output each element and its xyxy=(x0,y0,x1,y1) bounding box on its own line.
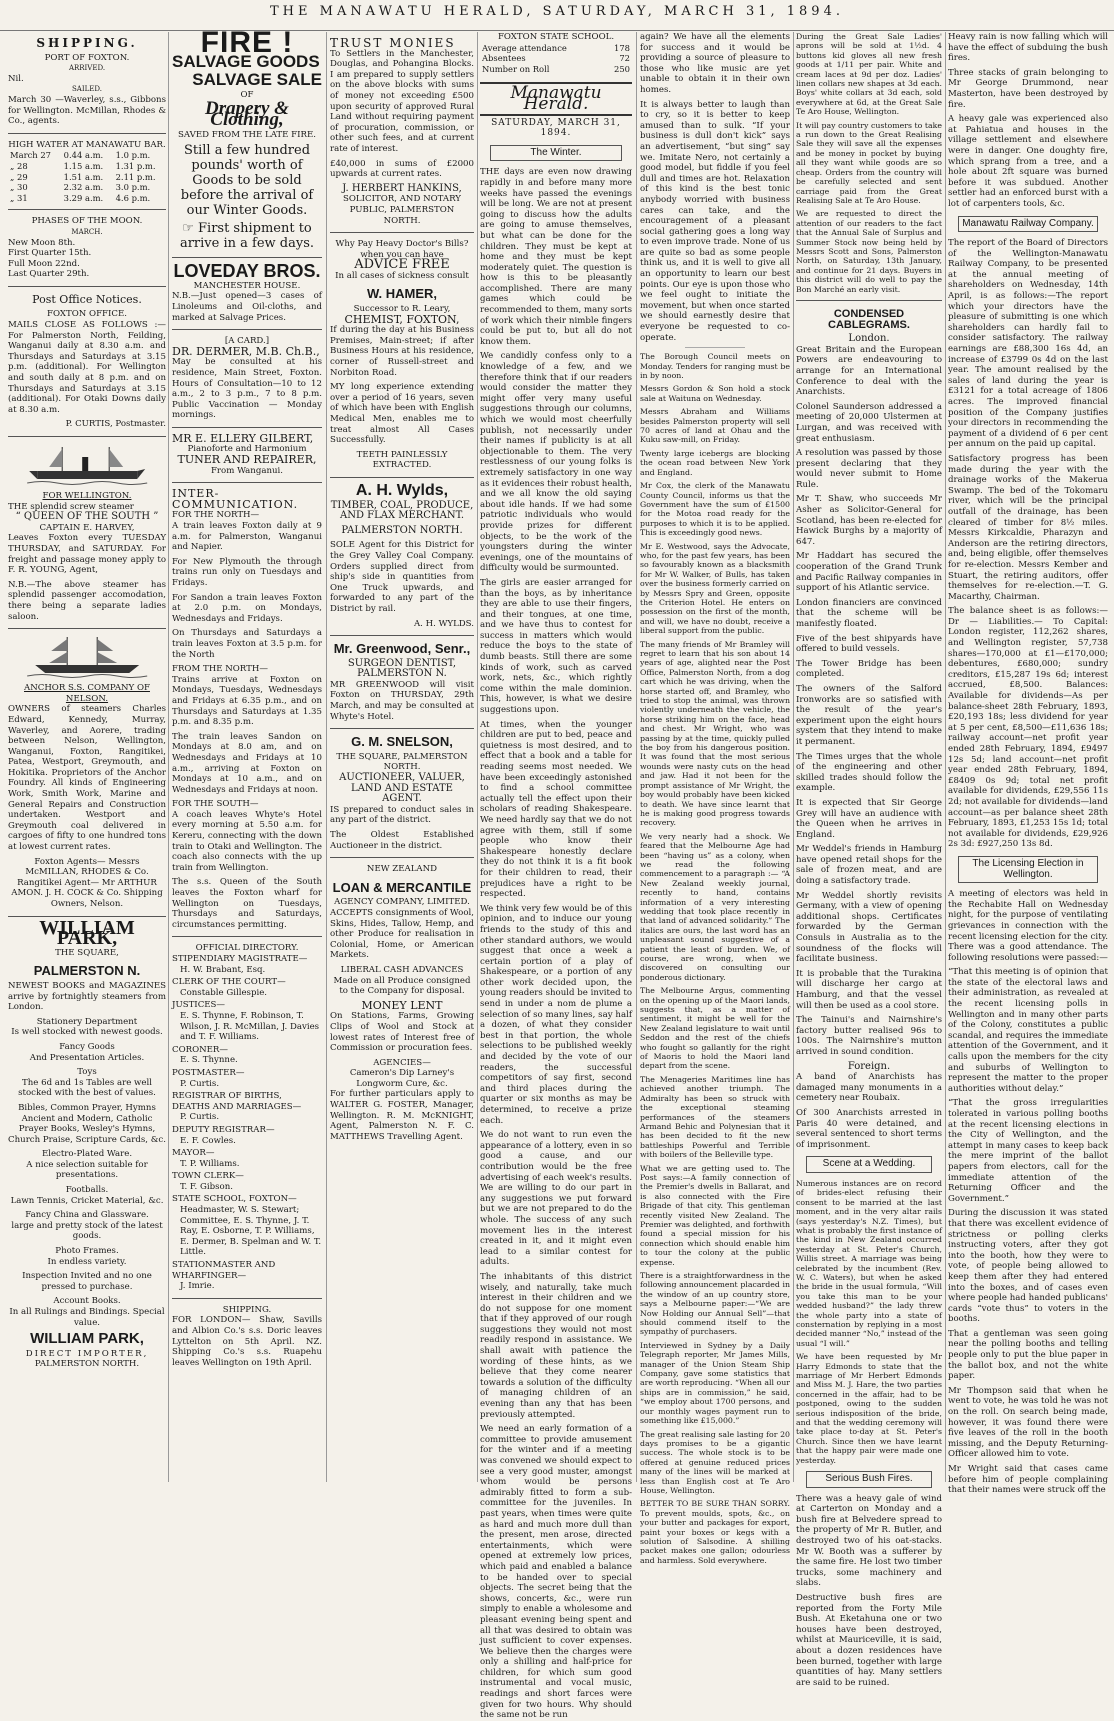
bush-fires-heading: Serious Bush Fires. xyxy=(806,1471,932,1488)
london-heading: London. xyxy=(848,333,890,345)
article-paragraph: The girls are easier arranged for than the boys, as by inheritance they are able to use their fingers, and their tongues, at one time, and we have thus to contest for success in matters which would reduce the boys to the state of dumb beasts. Still there are some kinds of work, such as carved work, nets, &c., which rightly come within the male dominion. This, however, is what we desire suggestions upon. xyxy=(480,577,632,716)
official-name: T. F. Gibson. xyxy=(180,1181,233,1192)
liberal-text: Made on all Produce consigned to the Company for disposal. xyxy=(333,975,471,997)
wylds-heading: A. H. Wylds, xyxy=(355,481,449,499)
steamer-text: Leaves Foxton every TUESDAY THURSDAY, and SATURDAY. For freight and passage money apply to F. R. YOUNG, Agent, xyxy=(8,533,166,576)
column-rule xyxy=(945,32,946,1482)
local-news xyxy=(640,352,790,1565)
column-rule xyxy=(793,32,794,1482)
gilbert-title: TUNER AND REPAIRER, xyxy=(177,453,317,467)
trust-heading: TRUST MONIES xyxy=(330,36,456,50)
cable-item: Of 300 Anarchists arrested in Paris 40 were detained, and several sentenced to short terms of imprisonment. xyxy=(796,1107,942,1150)
fire-heading: FIRE ! xyxy=(200,26,294,59)
news-item: Messrs Gordon & Son hold a stock sale at Waituna on Wednesday. xyxy=(640,384,790,403)
moon-phase: New Moon 8th. xyxy=(8,237,76,248)
wylds-sig: A. H. WYLDS. xyxy=(413,618,474,629)
intercom-item: Trains arrive at Foxton on Mondays, Tuesdays, Wednesdays and Fridays at 6.35 p.m., and on Thursdays and Saturdays at 1.35 p.m. and 8.35 p.m. xyxy=(172,674,322,728)
london-news xyxy=(796,345,942,1058)
tide-row xyxy=(8,182,166,193)
moon-phase: Full Moon 22nd. xyxy=(8,258,80,269)
nz-label: NEW ZEALAND xyxy=(366,864,438,875)
article-paragraph: We do not want to run even the appearance of a lottery, even in so good a cause, and our contribution would be the free advertising of each week's results. We are willing to do our part in any suggestions we put forward but we are not prepared to do the whole. The success of any such movement lies in the interest created in it, and it might even lead to a similar contest for adults. xyxy=(480,1130,632,1268)
news-item: There is a straightforwardness in the following announcement placarded in the window of an up country store, says a Melbourne paper:—“We are Now Holding our Annual Sell”—that should commend itself to the sympathy of purchasers. xyxy=(640,1271,790,1337)
port-heading: PORT OF FOXTON. xyxy=(44,52,130,63)
trust-text: To Settlers in the Manchester, Douglas, and Pohangina Blocks. I am prepared to supply settlers on the above blocks with sums of money not exceeding £500 upon security of approved Rural Land without requiring payment of procuration, commission, or other such fees, and at current rate of interest. xyxy=(330,48,474,154)
post-text: MAILS CLOSE AS FOLLOWS :— For Palmerston North, Feilding, Wanganui daily at 8.30 a.m. and Thursdays and Saturdays at 3.15 p.m. (additional). For Wellington and south daily at 8 p.m. and on Thursdays and Saturdays at 3.15 (additional). For Otaki Downs daily at 8.30 a.m. xyxy=(8,320,166,415)
loveday-heading: LOVEDAY BROS. xyxy=(173,261,321,282)
hamer-successor: Successor to R. Leary, xyxy=(353,304,451,315)
gilbert-from: From Wanganui. xyxy=(210,465,284,476)
intercom-item: On Thursdays and Saturdays a train leaves Foxton at 3.5 p.m. for the North xyxy=(172,628,322,660)
cables-heading: CONDENSED CABLEGRAMS. xyxy=(828,307,910,331)
william-park-address: THE SQUARE, xyxy=(55,947,119,958)
news-item: It will pay country customers to take a run down to the Great Realising Sale they will save all the expenses and be money in pocket by buying all they want while goods are so cheap. Orders from the country will be carefully selected and sent carriage paid from the Great Realising Sale at Te Aro House. xyxy=(796,120,942,205)
steamer-note: N.B.—The above steamer has splendid passenger accomodation, there being a separate ladies saloon. xyxy=(8,579,166,622)
article-paragraph: again? We have all the elements for success and it would be providing a source of pleasure to those who like music are yet unable to obtain it in their own homes. xyxy=(640,32,790,95)
william-park-items xyxy=(8,1017,166,1328)
article-paragraph: The inhabitants of this district wisely, and naturally, take much interest in their children and we do not suppose for one moment that if they approved of our rough suggestions they would not most readily respond in assistance. We shall await with patience the wording of these hints, as we believe that they come nearer towards a solution of the difficulty of managing children of an evening than any that has been previously attempted. xyxy=(480,1271,632,1420)
sale-notices xyxy=(796,32,942,294)
liberal-heading: LIBERAL CASH ADVANCES xyxy=(340,964,464,975)
snelson-sub: THE SQUARE, PALMERSTON NORTH. xyxy=(336,751,468,773)
divider xyxy=(172,257,322,258)
hamer-text-3: MY long experience extending over a period of 16 years, seven of which have been with English Medical Men, enables me to treat almost All Cases Successfully. xyxy=(330,382,474,446)
article-paragraph: Satisfactory progress has been made during the year with the drainage works of the Makerua Swamp. The bed of the Tokomaru river, which will be the principal outfall of the drainage, has been cleared of timber for 8½ miles. Messrs Kirkcaldie, Pharazyn and Anderson are the retiring directors, and, being eligible, offer themselves for re-election. Messrs Kember and Stuart, the retiring auditors, offer themselves for re-election.—T. G. Macarthy, Chairman. xyxy=(948,453,1108,602)
snelson-text: IS prepared to conduct sales in any part of the district. xyxy=(330,804,474,826)
gilbert-sub: Pianoforte and Harmonium xyxy=(187,444,307,455)
divider xyxy=(796,300,942,301)
cable-item: London financiers are convinced that the scheme will be manifestly floated. xyxy=(796,597,942,629)
wedding-article xyxy=(796,1179,942,1465)
greenwood-text: MR GREENWOOD will visit Foxton on THURSDAY, 29th March, and may be consulted at Whyte's Hotel. xyxy=(330,679,474,722)
advice-sub: In all cases of sickness consult xyxy=(335,270,469,281)
school-label: Average attendance xyxy=(482,42,567,53)
postmaster-sig: P. CURTIS, Postmaster. xyxy=(65,419,166,430)
tide-table xyxy=(8,150,166,203)
advice-heading: ADVICE FREE xyxy=(354,257,450,273)
article-paragraph: There was a heavy gale of wind at Carterton on Monday and a bush fire at Belvedere spread to the property of Mr R. Butler, and destroyed two of his oat-stacks. Mr W. Booth was a sufferer by the same fire. He lost two timber trucks, some machinery and slabs. xyxy=(796,1493,942,1589)
cable-item: Colonel Saunderson addressed a meeting of 20,000 Ulstermen at Lurgan, and was received with great enthusiasm. xyxy=(796,401,942,444)
intercom-section: FOR THE NORTH— xyxy=(172,510,260,521)
salvage-sale-heading: SALVAGE SALE xyxy=(192,70,322,90)
column-2 xyxy=(172,26,322,1482)
cable-item: It is expected that Sir George Grey will have an audience with the Queen when he arrives in England. xyxy=(796,797,942,840)
tide-cell: 1.51 a.m. xyxy=(63,171,104,182)
divider xyxy=(8,628,166,629)
for-wellington-heading: FOR WELLINGTON. xyxy=(42,491,132,501)
official-role: STATE SCHOOL, FOXTON— xyxy=(172,1194,297,1205)
tide-cell: 1.0 p.m. xyxy=(115,150,151,161)
agencies-text: Cameron's Dip Larney's Longworm Cure, &c. xyxy=(349,1068,455,1089)
moon-heading: PHASES OF THE MOON. xyxy=(31,216,143,227)
hamer-heading: W. HAMER, xyxy=(366,286,438,302)
tide-cell: „ 28 xyxy=(10,160,28,171)
cable-item: The owners of the Salford Ironworks are so satisfied with the result of the year's experiment upon the eight hours system that they intend to make it permanent. xyxy=(796,683,942,747)
wedding-heading: Scene at a Wedding. xyxy=(806,1156,932,1173)
intercom-item: The train leaves Sandon on Mondays at 8.0 am, and on Wednesdays and Fridays at 10 a.m., arriving at Foxton on Mondays at 10 a.m., and on Wednesdays and Fridays at noon. xyxy=(172,731,322,795)
intercom-section: FROM THE NORTH— xyxy=(172,664,268,675)
official-role: CORONER— xyxy=(172,1044,228,1055)
arrived-text: Nil. xyxy=(8,73,24,84)
tide-cell: March 27 xyxy=(10,150,51,161)
manchester-house: MANCHESTER HOUSE. xyxy=(193,280,301,291)
news-item: What we are getting used to. The Post says:—A family connection of the Premier's dwells in Ballarat, and is also connected with the Fire Brigade of that city. This gentleman recently visited New Zealand. The Premier was delighted, and forthwith found a special mission for his connection which should enable him to tour the colony at the public expense. xyxy=(640,1163,790,1267)
railway-article xyxy=(948,238,1108,850)
wp-item-heading: Fancy China and Glassware. xyxy=(25,1210,149,1221)
why-pay: Why Pay Heavy Doctor's Bills? when you can have xyxy=(335,239,469,260)
newspaper-name: Manawatu Herald. xyxy=(480,82,632,115)
news-item: BETTER TO BE SURE THAN SORRY. To prevent moulds, spots, &c., on your butter and packages for export, paint your boxes or kegs with a solution of Salsodine. A shilling packet makes one gallon; odourless and harmless. Sold everywhere. xyxy=(640,1499,790,1565)
article-paragraph: Destructive bush fires are reported from the Forty Mile Bush. At Eketahuna one or two houses have been destroyed, whilst at Mauriceville, it is said, about a dozen residences have been burned, together with large quantities of hay. Many settlers are said to be ruined. xyxy=(796,1593,942,1688)
article-paragraph: THE days are even now drawing rapidly in and before many more weeks have passed the evenings will be long. We are not at present going to discuss how the adults are going to amuse themselves, but what can be done for the children. They must be kept at home and they must be kept moderately quiet. The question is how is this to be pleasantly accomplished. There are many games which could be recommended to them, many sorts of work which their nimble fingers could be put to, but all do not know them. xyxy=(480,167,632,347)
news-item: Messrs Abraham and Williams besides Palmerston property will sell 70 acres of land at Ohau and the Kuku saw-mill, on Friday. xyxy=(640,407,790,445)
steamship-illustration xyxy=(24,443,150,487)
article-paragraph: The balance sheet is as follows:— Dr — Liabilities.— To Capital: London register, 112,262 shares, and Wellington register, 57,738 shares—170,000 at £1—£170,000; debentures, £680,000; sundry creditors, £15,287 19s 6d; interest accrued, £8,500. Balances: Available for dividends—As per balance-sheet 28th February, 1893, £20,193 18s; less dividend for year at 5 per cent, £8,500—£11,636 18s; railway account—net profit year ended 28th February, 1894, £9497 12s 5d; land account—net profit year ended 28th February, 1894, £8409 0s 9d; total net profit available for dividends, £29,556 11s 2d; not available for dividends—land account—as per balance sheet 28th February, 1893, £1,253 15s 1d; total not available for dividends, £29,926 2s 3d: £927,250 13s 8d. xyxy=(948,606,1108,850)
chemist-heading: CHEMIST, FOXTON, xyxy=(344,312,460,326)
divider xyxy=(330,728,474,729)
tide-cell: 1.15 a.m. xyxy=(63,160,104,171)
tide-cell: 3.29 a.m. xyxy=(63,192,104,203)
wp-item-heading: Fancy Goods xyxy=(59,1041,115,1052)
school-table xyxy=(480,43,632,75)
card-label: [A CARD.] xyxy=(224,336,270,347)
wp-item-text: large and pretty stock of the latest goods. xyxy=(11,1220,163,1242)
article-paragraph: Mr Thompson said that when he went to vote, he was told he was not on the roll. On search being made, however, it was found there were five leaves of the roll in the booth missing, and the Deputy Returning-Officer allowed him to vote. xyxy=(948,1385,1108,1460)
snelson-text-2: The Oldest Established Auctioneer in the district. xyxy=(330,830,474,851)
column-rule xyxy=(168,32,169,1482)
official-role: DEPUTY REGISTRAR— xyxy=(172,1124,275,1135)
article-paragraph: We think very few would be of this opinion, and to induce our young friends to the study of this and other standard authors, we would suggest that once a week a certain portion of a play of Shakespeare, or a portion of any other work decided upon, the young readers should be invited to send in under a nom de plume a selection of so many lines, say half a dozen, of what they consider best in that portion, the whole selections to be published weekly and decided by the vote of our readers, the successful competitors of say first, second and third places during the quarter or six months as may be determined, to receive a prize each. xyxy=(480,903,632,1126)
official-role: MAYOR— xyxy=(172,1148,215,1159)
of-label: OF xyxy=(240,89,254,100)
wp-item-text: Lawn Tennis, Cricket Material, &c. xyxy=(10,1195,164,1206)
article-paragraph: Numerous instances are on record of brides-elect refusing their consent to be married at the last moment, and in the very altar rails (says yesterday's N.Z. Times), but what is probably the first instance of the kind in New Zealand occurred yesterday at St. Peter's Church, Willis street. A marriage was being celebrated by the incumbent (Rev. W. C. Waters), but when he asked the bride in the usual formula, “Will you take this man to be your wedded husband?” the lady threw the whole party into a state of consternation by replying in a most decided manner “No,” instead of the usual “I will.” xyxy=(796,1178,942,1348)
cable-item: Mr Haddart has secured the cooperation of the Grand Trunk and Pacific Railway companies in support of his Atlantic service. xyxy=(796,551,942,594)
anchor-agents: Foxton Agents— Messrs McMILLAN, RHODES & Co. Rangitikei Agent— Mr ARTHUR AMON. J. H. COCK & Co. Shipping Owners, Nelson. xyxy=(11,856,163,909)
official-name: Headmaster, W. S. Stewart; Committee, E. S. Thynne, J. T. Ray, E. Osborne, T. P. Williams, E. Dermer, B. Spelman and W. T. Little. xyxy=(180,1205,322,1258)
railway-heading: Manawatu Railway Company. xyxy=(958,216,1098,233)
loveday-note: N.B.—Just opened—3 cases of Linoleums and Oil-cloths, and marked at Salvage Prices. xyxy=(172,291,322,323)
winter-article xyxy=(480,167,632,1721)
snelson-title: AUCTIONEER, VALUER, LAND AND ESTATE AGENT. xyxy=(339,772,465,805)
wp-item-text: Is well stocked with newest goods. xyxy=(11,1027,163,1038)
news-item: The Borough Council meets on Monday. Tenders for ranging must be in by noon. xyxy=(640,352,790,381)
steamer-name: “ QUEEN OF THE SOUTH ” xyxy=(15,511,159,523)
school-row xyxy=(480,43,632,54)
official-role: TOWN CLERK— xyxy=(172,1171,244,1182)
intercom-item: The s.s. Queen of the South leaves the Foxton wharf for Wellington on Tuesdays, Thursdays and Saturdays, circumstances permitting. xyxy=(172,877,322,930)
article-paragraph: It is always better to laugh than to cry, so it is better to keep amused than to sulk. “If your business is dull don't kick” says an advertisement, “but sing” say we. Imitate Nero, not certainly a good model, but fiddle if you feel dull and times are hot. Relaxation of this kind is the best tonic anybody worried with business cares can take, and the encouragement of a pleasant social gathering goes a long way to even improve trade. None of us are quite so bad as some people think us, and it is well to give all an opportunity to learn our best points. Our eye is upon those who we feel ought to initiate the movement, but when once started we should earnestly desire that everyone be requested to co-operate. xyxy=(640,99,790,343)
fire-text: Still a few hundred pounds' worth of Goods to be sold before the arrival of our Winter Goods. xyxy=(180,143,314,219)
agencies-heading: AGENCIES— xyxy=(373,1057,431,1068)
gilbert-heading: MR E. ELLERY GILBERT, xyxy=(172,431,314,445)
shipping-text: FOR LONDON— Shaw, Savills and Albion Co.'s s.s. Doric leaves Lyttelton on 5th April. NZ. Shipping Co.'s s.s. Ruapehu leaves Wellington on 19th April. xyxy=(172,1315,322,1368)
anchor-text: OWNERS of steamers Charles Edward, Kennedy, Murray, Waverley, and Aorere, trading between Nelson, Wellington, Wanganui, Foxton, Rangitikei, Patea, Westport, Greymouth, and Hokitika. Proprietors of the Anchor Foundry. All kinds of Engineering Work, Smith Work, Marine and General Repairs and Construction undertaken. Westport and Greymouth coal delivered in cargoes of fifty to one hundred tons at lowest current rates. xyxy=(8,704,166,853)
news-item: The Menageries Maritimes line has achieved another triumph. The Admiralty has been so struck with the exceptional steaming performances of the steamers Armand Behic and Polynesian that it has been decided to fit the new battleships Powerful and Terrible with boilers of the Belleville type. xyxy=(640,1074,790,1160)
loan-heading: LOAN & MERCANTILE xyxy=(332,879,472,895)
steamer-intro: THE splendid screw steamer xyxy=(8,501,134,512)
article-paragraph: We need an early formation of a committee to provide amusement for the winter and if a meeting was convened we should expect to see a very good muster, amongst whom would be persons admirably fitted to form a sub-committee for the juveniles. In past years, when times were quite as hard and much more dull than the present, men arose, directed entertainments, which were opened at extremely low prices, which paid and enabled a balance to be handed over to special objects. The secret being that the shows, concerts, &c., were run simply to enable a wholesome and pleasant evening being spent and all that was desired to obtain was just sufficient to cover expenses. We believe then the charges were only a shilling and half-price for children, for which sum good instrumental and vocal music, readings and short farces were given for two hours. Why should the same not be run xyxy=(480,1424,632,1721)
intercom-item: A coach leaves Whyte's Hotel every morning at 5.50 a.m. for Kereru, connecting with the down train to Otaki and Wellington. The coach also connects with the up train from Wellington. xyxy=(172,809,322,873)
divider xyxy=(172,329,322,330)
wp-item-text: A nice selection suitable for presentations. xyxy=(26,1159,148,1181)
official-role: STATIONMASTER AND WHARFINGER— xyxy=(172,1260,276,1281)
article-paragraph: “That the gross irregularities tolerated in various polling booths at the recent licensing elections in the City of Wellington, and the attempt in many cases to keep back the mere imprint of the ballot papers from electors, call for the immediate attention of the Returning Officer and the Government.” xyxy=(948,1098,1108,1204)
news-item: Mr E. Westwood, says the Advocate, who, for the past few years, has been so favourably known as a blacksmith for Mr W. Walker, of Bulls, has taken over the business formerly carried on by Messrs Spry and Green, opposite the Criterion Hotel. He enters on possession on the first of the month, and will, we have no doubt, receive a liberal support from the public. xyxy=(640,541,790,636)
intercom-section: FOR THE SOUTH— xyxy=(172,799,259,810)
news-item: The great realising sale lasting for 20 days promises to be a gigantic success. The whole stock is to be offered at genuine reduced prices many of the lines will be marked at less than English cost at Te Aro House, Wellington. xyxy=(640,1429,790,1495)
divider xyxy=(330,857,474,858)
article-paragraph: At times, when the younger children are put to bed, peace and quietness is most desired, and to effect that a book and a table for reading seems most needed. We have been exceedingly astonished to find a school committee actually tell the effect upon their scholars of reading Shakespeare. We need hardly say that we do not agree with them, still if some people who know their Shakespeare honestly declare they do not think it is a fit book for their children to read, their prejudices have a right to be respected. xyxy=(480,719,632,900)
wylds-sub: TIMBER, COAL, PRODUCE, AND FLAX MERCHANT. xyxy=(330,499,474,522)
wp-item-heading: Toys xyxy=(77,1067,97,1078)
official-role: CLERK OF THE COURT— xyxy=(172,977,286,988)
official-name: Constable Gillespie. xyxy=(180,987,268,998)
page-masthead: THE MANAWATU HERALD, SATURDAY, MARCH 31, 1894. xyxy=(0,0,1114,31)
intercom-item: A train leaves Foxton daily at 9 a.m. for Palmerston, Wanganui and Napier. xyxy=(172,521,322,553)
school-label: Absentees xyxy=(482,53,526,64)
loan-text: ACCEPTS consignments of Wool, Skins, Hides, Tallow, Hemp, and other Produce for realisation in Colonial, Home, or American Markets. xyxy=(330,907,475,961)
article-paragraph: A meeting of electors was held in the Rechabite Hall on Wednesday night, for the purpose of ventilating grievances in connection with the recent licensing election for the city. There was a good attendance. The following resolutions were passed:— xyxy=(948,889,1108,963)
news-item: During the Great Sale Ladies' aprons will be sold at 1½d. 4 buttons kid gloves all new fresh goods at 1/11 per pair. White and cream laces at 9d per doz. Ladies' linen collars new shapes at 3d each. Boys' white collars at 3d each, sold everywhere at 6d, at the Great Sale Te Aro House, Wellington. xyxy=(796,32,942,117)
school-heading: FOXTON STATE SCHOOL. xyxy=(497,32,615,42)
money-lent-text: On Stations, Farms, Growing Clips of Wool and Stock at lowest rates of Interest free of Commission or procuration fees. xyxy=(330,1011,474,1054)
sailed-label: SAILED. xyxy=(72,85,102,94)
divider xyxy=(330,477,474,478)
official-role: JUSTICES— xyxy=(172,1000,226,1011)
divider xyxy=(172,936,322,937)
drapery-heading: Drapery & Clothing, xyxy=(205,98,289,130)
cable-item: Mr T. Shaw, who succeeds Mr Asher as Solicitor-General for Scotland, has been re-elected for Hawick Burghs by a majority of 647. xyxy=(796,494,942,547)
money-lent-heading: MONEY LENT xyxy=(361,998,443,1012)
divider xyxy=(172,1298,322,1299)
divider xyxy=(8,286,166,287)
article-heading-winter: The Winter. xyxy=(490,145,622,162)
anchor-heading: ANCHOR S.S. COMPANY OF NELSON. xyxy=(24,683,150,704)
william-park-footer-city: PALMERSTON NORTH. xyxy=(34,1359,140,1370)
pointing-hand-icon: ☞ xyxy=(182,221,199,237)
licensing-article xyxy=(948,889,1108,1496)
loan-sub: AGENCY COMPANY, LIMITED. xyxy=(334,897,470,908)
article-paragraph: A heavy gale was experienced also at Pahiatua and houses in the village settlement and elsewhere were in danger. One doughty fire, which sprang from a tree, and a hole about 2ft square was burned before it was subdued. Another settler had an enforced burst with a lot of carpenters tools, &c. xyxy=(948,114,1108,209)
teeth-line: TEETH PAINLESSLY EXTRACTED. xyxy=(356,449,448,471)
cable-item: A resolution was passed by those present declaring that they would never submit to Home Rule. xyxy=(796,448,942,490)
bush-fires-article xyxy=(796,1494,942,1689)
wp-item-heading: Footballs. xyxy=(65,1185,109,1196)
news-item: Twenty large icebergs are blocking the ocean road between New York and England. xyxy=(640,448,790,477)
first-shipment: ☞ First shipment to arrive in a few days. xyxy=(179,221,315,252)
shipping-heading: SHIPPING. xyxy=(36,36,138,50)
official-name: T. P. Williams. xyxy=(180,1158,240,1169)
sailing-ship-illustration xyxy=(24,635,150,679)
column-6 xyxy=(796,32,942,1688)
official-name: P. Curtis. xyxy=(180,1112,220,1123)
wp-item-text: In endless variety. xyxy=(47,1256,127,1267)
intercom-item: For Sandon a train leaves Foxton at 2.0 p.m. on Mondays, Wednesdays and Fridays. xyxy=(172,592,322,624)
wp-item-text: The 6d and 1s Tables are well stocked with the best of values. xyxy=(18,1077,156,1099)
cable-item: Five of the best shipyards have offered to build vessels. xyxy=(796,633,942,655)
shipping-heading-2: SHIPPING. xyxy=(222,1304,272,1315)
hankins-sub: SOLICITOR, AND NOTARY PUBLIC, PALMERSTON NORTH. xyxy=(343,194,461,226)
school-label: Number on Roll xyxy=(482,63,550,74)
cable-item: Great Britain and the European Powers are endeavouring to arrange for an International Conference to deal with the Anarchists. xyxy=(796,344,942,398)
divider xyxy=(172,482,322,483)
william-park-footer-role: DIRECT IMPORTER, xyxy=(25,1348,149,1359)
article-paragraph: Three stacks of grain belonging to Mr George Drummond, near Masterton, have been destroyed by fire. xyxy=(948,67,1108,110)
news-item: The many friends of Mr Bramley will regret to learn that his son about 14 years of age, alighted near the Post Office, Palmerston North, from a dog cart which he was driving, when the horse started off, and Bramley, who tried to stop the animal, was thrown violently underneath the vehicle, the horse striking him on the face, head and chest. Mr Wright, who was passing by at the time, quickly pulled the boy from his dangerous position. It was found that the most serious wounds were nasty cuts on the head and jaw. Had it not been for the prompt assistance of Mr Wright, the boy would probably have been kicked to death. We have since learnt that he is making good progress towards recovery. xyxy=(640,639,790,828)
official-name: E. F. Cowles. xyxy=(180,1135,236,1146)
official-role: REGISTRAR OF BIRTHS, DEATHS AND MARRIAGES— xyxy=(172,1091,302,1112)
intercom-heading: INTER-COMMUNICATION. xyxy=(172,487,299,511)
loan-footer: For further particulars apply to WALTER G. FOSTER, Manager, Wellington. R. M. McKNIGHT, Agent, Palmerston N. F. C. MATTHEWS Travelling Agent. xyxy=(330,1089,474,1142)
news-item: The Melbourne Argus, commenting on the opening up of the Maori lands, suggests that, as a matter of sentiment, it might be well for the New Zealand legislature to wait until Seddon and the rest of the chiefs who fought so gallantly for the right of Maoris to hold the Maori land depart from the scene. xyxy=(640,986,790,1071)
tide-cell: 2.32 a.m. xyxy=(63,182,104,193)
wp-item-text: Bibles, Common Prayer, Hymns Ancient and Modern, Catholic Prayer Books, Wesley's Hymns, Church Praise, Scripture Cards, &c. xyxy=(8,1102,166,1145)
william-park-footer-name: WILLIAM PARK, xyxy=(30,1330,144,1348)
official-name: E. S. Thynne, F. Robinson, T. Wilson, J. R. McMillan, J. Davies and T. F. Williams. xyxy=(180,1010,320,1043)
official-name: J. Imrie. xyxy=(180,1281,215,1292)
dermer-heading: DR. DERMER, M.B. Ch.B., xyxy=(172,344,320,358)
tide-cell: „ 29 xyxy=(10,171,28,182)
school-value: 250 xyxy=(614,63,630,74)
moon-phases xyxy=(8,238,166,280)
hamer-text-2: If during the day at his Business Premises, Main-street; if after Business Hours at his residence, corner of Russell-street and Norbiton Road. xyxy=(330,325,474,378)
bush-fires-continued xyxy=(948,32,1108,210)
moon-month: MARCH. xyxy=(71,227,103,236)
cable-item: The Tower Bridge has been completed. xyxy=(796,658,942,680)
official-name: P. Curtis. xyxy=(180,1078,220,1089)
official-heading: OFFICIAL DIRECTORY. xyxy=(195,943,299,954)
moon-phase: First Quarter 15th. xyxy=(8,248,92,259)
cable-item: It is probable that the Turakina will discharge her cargo at Hamburg, and that the vessel will then be used as a cool store. xyxy=(796,968,942,1011)
foreign-heading: Foreign. xyxy=(847,1060,891,1072)
tide-row xyxy=(8,150,166,161)
divider xyxy=(330,635,474,636)
tide-cell: 2.11 p.m. xyxy=(115,171,156,182)
sailed-text: March 30 —Waverley, s.s., Gibbons for Wellington. McMillan, Rhodes & Co., agents. xyxy=(8,94,166,127)
licensing-heading: The Licensing Election in Wellington. xyxy=(958,856,1098,883)
column-1 xyxy=(8,32,166,1482)
news-item: We very nearly had a shock. We feared that the Melbourne Age had been “having us” as a colony, when we read the following commencement to a paragraph :— “A New Zealand weekly journal, recently to hand, contains information of a very interesting wedding that took place recently in that land of advanced solidarity.” The italics are ours, the last word has an unpleasant sound suggestive of a patient the least of burden. We, of course, are wrong, when we discovered on consulting our ponderous dictionary. xyxy=(640,831,790,982)
news-item: Mr Cox, the clerk of the Manawatu County Council, informs us that the Government have the sum of £1500 for the Motoa road ready for the purposes to which it is to be applied. This is exceedingly good news. xyxy=(640,481,790,538)
column-rule xyxy=(477,32,478,1482)
tide-row xyxy=(8,193,166,204)
greenwood-heading: Mr. Greenwood, Senr., xyxy=(333,641,471,657)
column-3 xyxy=(330,32,474,1482)
tide-cell: 0.44 a.m. xyxy=(63,150,104,161)
school-row xyxy=(480,53,632,64)
article-paragraph: We candidly confess only to a knowledge of a few, and we therefore think that if our readers would consider the matter they might offer very many useful suggestions through our columns, which we would most cheerfully publish, not necessarily under their names if publicity is at all objectionable to them. The very restlessness of our young folks is extremely satisfactory in one way as it evidences their robust health, and we all know the old saying about idle hands. If we had some patriotic individuals who would provide prizes for different objects, to be the work of the youngsters during the winter evenings, one of the mountains of difficulty would be surmounted. xyxy=(480,351,632,574)
hankins-name: J. HERBERT HANKINS, xyxy=(342,182,462,194)
article-paragraph: “That this meeting is of opinion that the state of the electoral laws and their administration, as revealed at the recent licensing polls in Wellington and in many other parts of the Colony, constitutes a public scandal, and requires the immediate attention of the Government, and it calls upon the members for the city and suburbs of Wellington to represent the matter to the proper authorities without delay.” xyxy=(948,967,1108,1094)
tide-cell: „ 30 xyxy=(10,182,28,193)
greenwood-sub: SURGEON DENTIST, xyxy=(347,657,457,669)
article-paragraph: The report of the Board of Directors of the Wellington-Manawatu Railway Company, to be presented at the annual meeting of shareholders on Wednesday, 14th April, is as follows:—The report which your directors have the pleasure of submitting is one which shareholders can hardly fail to consider satisfactory. The railway earnings are £88,300 16s 4d, an increase of £3799 0s 4d on the last year. The amount realised by the sales of land during the year is £3121 for a total acreage of 1806 acres. The improved financial position of the Company justifies your directors in recommending the payment of a dividend of 6 per cent per annum on the paid up capital. xyxy=(948,238,1108,450)
wp-item-text: Inspection Invited and no one pressed to purchase. xyxy=(22,1271,152,1292)
wp-item-text: In all Rulings and Bindings. Special value. xyxy=(9,1307,165,1328)
official-name: E. S. Thynne. xyxy=(180,1055,238,1066)
newspaper-date: SATURDAY, MARCH 31, 1894. xyxy=(491,117,621,139)
cable-item: The Times urges that the whole of the engineering and other skilled trades should follow the example. xyxy=(796,751,942,794)
news-item: Interviewed in Sydney by a Daily Telegraph reporter, Mr James Mills, manager of the Union Steam Ship Company, gave some statistics that are worth reproducing. “When all our ships are in commission,” he said, “we employ about 1700 persons, and our monthly wages payment run to something like £15,000.” xyxy=(640,1340,790,1426)
school-value: 72 xyxy=(619,53,630,64)
divider xyxy=(8,436,166,437)
column-rule xyxy=(326,32,327,1482)
foreign-news xyxy=(796,1072,942,1150)
divider xyxy=(685,347,745,348)
school-value: 178 xyxy=(614,42,630,53)
article-paragraph: Mr Wright said that cases came before him of people complaining that their names were struck off the xyxy=(948,1464,1108,1496)
tide-cell: 1.31 p.m. xyxy=(115,160,156,171)
official-name: H. W. Brabant, Esq. xyxy=(180,964,266,975)
wylds-text: SOLE Agent for this District for the Grey Valley Coal Company. Orders supplied direct from ship's side in quantities from One Truck upwards, and forwarded to any part of the District by rail. xyxy=(330,540,474,614)
tide-row xyxy=(8,172,166,183)
wp-item-text: And Presentation Articles. xyxy=(29,1052,145,1063)
wylds-place: PALMERSTON NORTH. xyxy=(341,524,463,536)
wp-item-heading: Stationery Department xyxy=(36,1016,138,1027)
cable-item: A band of Anarchists has damaged many monuments in a cemetery near Roubaix. xyxy=(796,1072,942,1104)
william-park-heading: WILLIAM PARK, xyxy=(39,916,135,950)
column-5 xyxy=(640,32,790,1565)
snelson-heading: G. M. SNELSON, xyxy=(351,734,453,750)
column-4 xyxy=(480,32,632,1721)
divider xyxy=(8,133,166,134)
winter-article-continued xyxy=(640,32,790,343)
arrived-label: ARRIVED. xyxy=(68,64,106,73)
salvage-goods-heading: SALVAGE GOODS xyxy=(172,51,320,71)
article-paragraph: That a gentleman was seen going near the polling booths and telling people only to put the blue paper in the ballot box, and not the white paper. xyxy=(948,1328,1108,1382)
official-role: POSTMASTER— xyxy=(172,1067,245,1078)
saved-label: SAVED FROM THE LATE FIRE. xyxy=(177,129,317,140)
article-paragraph: During the discussion it was stated that there was excellent evidence of strictness or polling clerks instructing voters, after they got into the booth, how they were to vote, of people being allowed to keep them after they had entered into the boxes, and of cases even where people had handed publicans' cards “vote thus” to voters in the booths. xyxy=(948,1208,1108,1325)
moon-phase: Last Quarter 29th. xyxy=(8,269,90,280)
post-office-name: FOXTON OFFICE. xyxy=(47,309,127,320)
intercom-item: For New Plymouth the through trains run only on Tuesdays and Fridays. xyxy=(172,556,322,588)
article-paragraph: Heavy rain is now falling which will have the effect of subduing the bush fires. xyxy=(948,32,1108,64)
cable-item: Mr Weddel shortly revisits Germany, with a view of opening additional shops. Certificates forwarded by the German Consuls in Australia as to the soundness of the flocks will facilitate business. xyxy=(796,890,942,965)
official-role: STIPENDIARY MAGISTRATE— xyxy=(172,954,308,964)
column-7 xyxy=(948,32,1108,1496)
divider xyxy=(330,232,474,233)
divider xyxy=(172,427,322,428)
william-park-city: PALMERSTON N. xyxy=(33,963,141,979)
cable-item: Mr Weddel's friends in Hamburg have opened retail shops for the sale of frozen meat, and are doing a satisfactory trade. xyxy=(796,844,942,887)
greenwood-place: PALMERSTON N. xyxy=(357,668,447,680)
tide-cell: 3.0 p.m. xyxy=(115,182,151,193)
column-rule xyxy=(636,32,637,1482)
wp-item-heading: Photo Frames. xyxy=(55,1246,119,1257)
school-row xyxy=(480,64,632,75)
wp-item-heading: Electro-Plated Ware. xyxy=(41,1149,133,1160)
dermer-text: May be consulted at his residence, Main Street, Foxton. Hours of Consultation—10 to 12 a.m., 2 to 3 p.m., 7 to 8 p.m. Public Vaccination — Monday mornings. xyxy=(172,357,322,421)
wp-item-heading: Account Books. xyxy=(53,1296,121,1307)
captain-name: CAPTAIN E. HARVEY, xyxy=(39,522,135,533)
tide-row xyxy=(8,161,166,172)
william-park-text: NEWEST BOOKS and MAGAZINES arrive by fortnightly steamers from London. xyxy=(8,980,166,1013)
post-heading: Post Office Notices. xyxy=(32,292,142,306)
tide-cell: „ 31 xyxy=(10,192,28,203)
trust-text-2: £40,000 in sums of £2000 upwards at current rates. xyxy=(330,158,474,180)
tide-heading: HIGH WATER AT MANAWATU BAR. xyxy=(8,139,166,150)
divider xyxy=(8,209,166,210)
cable-item: The Tainui's and Nairnshire's factory butter realised 96s to 100s. The Nairnshire's mutton arrived in sound condition. xyxy=(796,1015,942,1057)
article-paragraph: We have been requested by Mr Harry Edmonds to state that the marriage of Mr Herbert Edmonds and Miss M. J. Hare, the two parties concerned in the affair, had to be postponed, owing to the sudden serious indisposition of the bride, and that the wedding ceremony will take place to-day at St. Peter's Church. Since then we have learnt that the happy pair were made one yesterday. xyxy=(796,1352,942,1465)
official-list xyxy=(172,954,322,1292)
tide-cell: 4.6 p.m. xyxy=(115,192,151,203)
intercom-list xyxy=(172,510,322,930)
news-item: We are requested to direct the attention of our readers to the fact that the Annual Sale of Surplus and Summer Stock now being held by Messrs Scott and Sons, Palmerston North, on Saturday, 13th January, and continue for 21 days. Buyers in this district will do well to pay the Bon Marché an early visit. xyxy=(796,209,942,294)
